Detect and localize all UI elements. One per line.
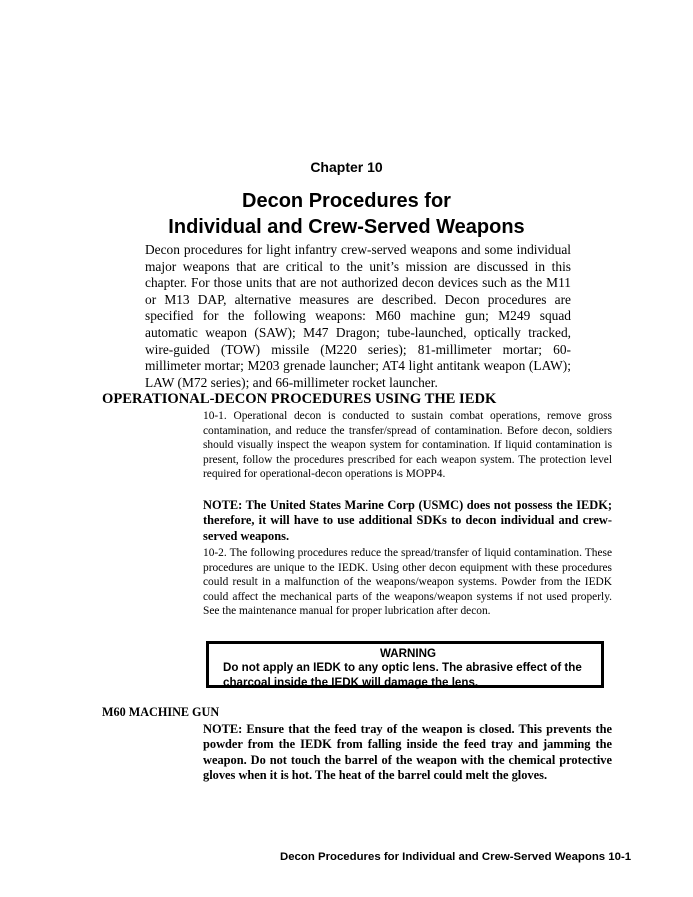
m60-note: NOTE: Ensure that the feed tray of the weapon is closed. This prevents the powder from the IEDK from falling inside the feed tray and jamming the weapon. Do not touch the barrel of the weapon with the chemical protective gloves when it is hot. The heat of the barrel could melt the gloves.	[203, 722, 612, 783]
intro-paragraph: Decon procedures for light infantry crew-served weapons and some individual major weapons that are critical to the unit’s mission are discussed in this chapter. For those units that are not authorized decon devices such as the M11 or M13 DAP, alternative measures are described. Decon procedures are specified for the following weapons: M60 machine gun; M249 squad automatic weapon (SAW); M47 Dragon; tube-launched, optically tracked, wire-guided (TOW) missile (M220 series); 81-millimeter mortar; 60-millimeter mortar; M203 grenade launcher; AT4 light antitank weapon (LAW); LAW (M72 series); and 66-millimeter rocket launcher.	[145, 242, 571, 390]
chapter-label: Chapter 10	[310, 159, 383, 175]
warning-box	[206, 641, 604, 688]
paragraph-10-1-block	[203, 409, 612, 482]
section-heading: OPERATIONAL-DECON PROCEDURES USING THE IEDK	[102, 391, 497, 407]
page-footer: Decon Procedures for Individual and Crew-Served Weapons 10-1	[280, 851, 632, 863]
warning-text: Do not apply an IEDK to any optic lens. The abrasive effect of the charcoal inside the IEDK will damage the lens.	[223, 661, 582, 689]
note-usmc: NOTE: The United States Marine Corp (USMC) does not possess the IEDK; therefore, it will have to use additional SDKs to decon individual and crew-served weapons.	[203, 498, 612, 543]
paragraph-10-1: 10-1. Operational decon is conducted to sustain combat operations, remove gross contamination, and reduce the transfer/spread of contamination. Before decon, soldiers should visually inspect the weapon system for contamination. If liquid contamination is present, follow the procedures prescribed for each weapon system. The protection level required for operational-decon operations is MOPP4.	[203, 410, 612, 481]
m60-heading: M60 MACHINE GUN	[102, 705, 220, 719]
paragraph-10-2-block	[203, 546, 612, 619]
note-usmc-block	[203, 498, 612, 544]
chapter-title-line-1: Decon Procedures for	[242, 190, 451, 212]
chapter-title-line-2: Individual and Crew-Served Weapons	[168, 216, 525, 238]
paragraph-10-2: 10-2. The following procedures reduce the spread/transfer of liquid contamination. These procedures are unique to the IEDK. Using other decon equipment with these procedures could result in a malfunction of the weapons/weapon systems. Powder from the IEDK could affect the mechanical parts of the weapons/weapon systems if not used properly. See the maintenance manual for proper lubrication after decon.	[203, 547, 612, 618]
m60-note-block	[203, 722, 612, 784]
chapter-title	[0, 188, 693, 240]
warning-title: WARNING	[379, 647, 437, 660]
